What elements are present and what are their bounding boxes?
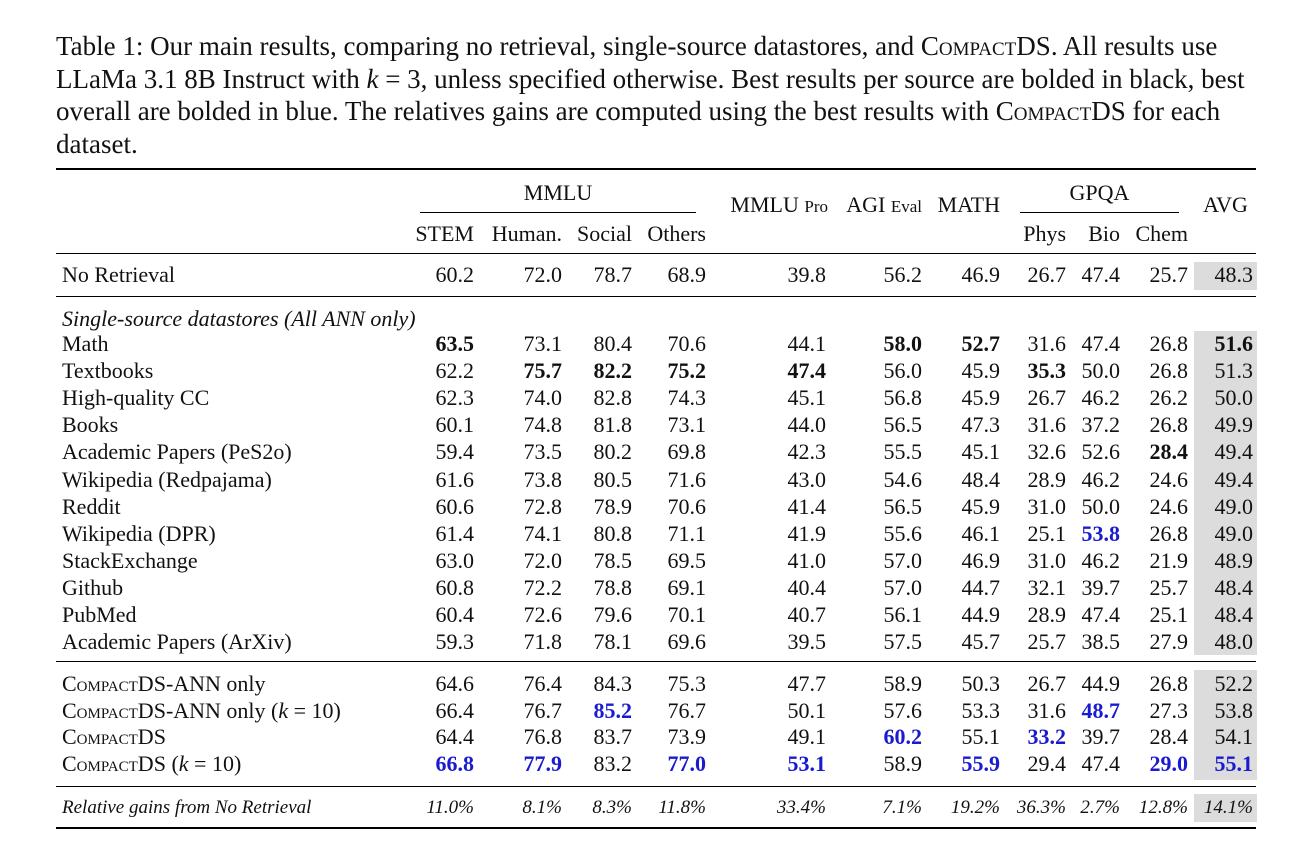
cell-single-source-bio: 50.0 xyxy=(1081,494,1120,519)
cell-single-source-agi-eval: 54.6 xyxy=(883,467,922,492)
no-retrieval-rule xyxy=(56,296,1256,297)
cell-single-source-bio: 47.4 xyxy=(1081,331,1120,356)
cell-single-source-chem: 26.2 xyxy=(1149,385,1188,410)
cell-single-source-math: 45.9 xyxy=(961,494,1000,519)
row-label-compactds: CompactDS (k = 10) xyxy=(62,751,242,776)
cell-single-source-bio: 37.2 xyxy=(1081,412,1120,437)
cell-single-source-social: 78.9 xyxy=(593,494,632,519)
cell-single-source-humanities: 75.7 xyxy=(523,358,562,383)
subheader-phys: Phys xyxy=(1023,221,1066,246)
cell-compactds-social: 83.2 xyxy=(593,751,632,776)
cell-compactds-phys: 33.2 xyxy=(1027,724,1066,749)
cell-single-source-math: 45.9 xyxy=(961,385,1000,410)
cell-single-source-stem: 59.3 xyxy=(435,629,474,654)
cell-single-source-social: 78.1 xyxy=(593,629,632,654)
cell-single-source-phys: 28.9 xyxy=(1027,467,1066,492)
cell-single-source-stem: 61.4 xyxy=(435,521,474,546)
cell-single-source-humanities: 72.2 xyxy=(523,575,562,600)
cell-single-source-others: 70.6 xyxy=(667,494,706,519)
cell-single-source-social: 80.8 xyxy=(593,521,632,546)
row-label-compactds: CompactDS-ANN only xyxy=(62,671,266,696)
cell-single-source-social: 80.4 xyxy=(593,331,632,356)
cell-single-source-agi-eval: 56.1 xyxy=(883,602,922,627)
cell-single-source-others: 74.3 xyxy=(667,385,706,410)
cell-compactds-math: 50.3 xyxy=(961,671,1000,696)
cell-single-source-social: 82.8 xyxy=(593,385,632,410)
cell-single-source-bio: 53.8 xyxy=(1081,521,1120,546)
cell-no-retrieval-math: 46.9 xyxy=(961,262,1000,287)
cell-single-source-others: 71.1 xyxy=(667,521,706,546)
cell-single-source-others: 69.5 xyxy=(667,548,706,573)
cell-single-source-humanities: 72.0 xyxy=(523,548,562,573)
cell-single-source-social: 78.5 xyxy=(593,548,632,573)
cell-single-source-stem: 60.4 xyxy=(435,602,474,627)
cell-compactds-bio: 44.9 xyxy=(1081,671,1120,696)
cell-single-source-math: 45.7 xyxy=(961,629,1000,654)
cell-single-source-avg: 48.0 xyxy=(1214,629,1253,654)
cell-single-source-avg: 48.9 xyxy=(1214,548,1253,573)
row-label-single-source: StackExchange xyxy=(62,548,198,573)
cell-single-source-bio: 47.4 xyxy=(1081,602,1120,627)
cell-compactds-bio: 48.7 xyxy=(1081,698,1120,723)
cell-single-source-chem: 26.8 xyxy=(1149,358,1188,383)
row-label-single-source: Wikipedia (Redpajama) xyxy=(62,467,272,492)
cell-single-source-agi-eval: 56.5 xyxy=(883,412,922,437)
cell-single-source-stem: 60.8 xyxy=(435,575,474,600)
cell-single-source-agi-eval: 55.5 xyxy=(883,439,922,464)
cell-no-retrieval-mmlu-pro: 39.8 xyxy=(787,262,826,287)
cell-single-source-phys: 28.9 xyxy=(1027,602,1066,627)
cell-single-source-humanities: 74.0 xyxy=(523,385,562,410)
cell-single-source-humanities: 72.6 xyxy=(523,602,562,627)
cell-no-retrieval-humanities: 72.0 xyxy=(523,262,562,287)
cell-single-source-bio: 46.2 xyxy=(1081,548,1120,573)
cell-compactds-phys: 31.6 xyxy=(1027,698,1066,723)
cell-compactds-avg: 55.1 xyxy=(1214,751,1253,776)
cell-single-source-stem: 62.3 xyxy=(435,385,474,410)
cell-compactds-social: 83.7 xyxy=(593,724,632,749)
gpqa-group-rule xyxy=(1020,212,1179,213)
cell-compactds-bio: 47.4 xyxy=(1081,751,1120,776)
cell-no-retrieval-bio: 47.4 xyxy=(1081,262,1120,287)
cell-single-source-humanities: 73.8 xyxy=(523,467,562,492)
cell-single-source-stem: 62.2 xyxy=(435,358,474,383)
cell-single-source-avg: 50.0 xyxy=(1214,385,1253,410)
row-label-single-source: Academic Papers (ArXiv) xyxy=(62,629,292,654)
cell-compactds-others: 76.7 xyxy=(667,698,706,723)
cell-single-source-others: 70.1 xyxy=(667,602,706,627)
cell-single-source-agi-eval: 58.0 xyxy=(883,331,922,356)
cell-gain-others: 11.8% xyxy=(658,797,706,818)
cell-single-source-chem: 25.7 xyxy=(1149,575,1188,600)
cell-compactds-bio: 39.7 xyxy=(1081,724,1120,749)
cell-gain-math: 19.2% xyxy=(950,797,1000,818)
cell-gain-stem: 11.0% xyxy=(426,797,474,818)
cell-single-source-avg: 51.3 xyxy=(1214,358,1253,383)
cell-single-source-social: 79.6 xyxy=(593,602,632,627)
cell-single-source-mmlu-pro: 44.0 xyxy=(787,412,826,437)
cell-single-source-agi-eval: 57.0 xyxy=(883,575,922,600)
subheader-others: Others xyxy=(647,221,706,246)
row-label-single-source: Reddit xyxy=(62,494,121,519)
cell-compactds-humanities: 76.7 xyxy=(523,698,562,723)
cell-single-source-chem: 24.6 xyxy=(1149,467,1188,492)
header-mmlu: MMLU xyxy=(523,180,593,205)
cell-compactds-math: 55.9 xyxy=(961,751,1000,776)
cell-single-source-mmlu-pro: 43.0 xyxy=(787,467,826,492)
cell-compactds-mmlu-pro: 50.1 xyxy=(787,698,826,723)
row-label-single-source: Math xyxy=(62,331,109,356)
header-agi-eval: AGI Eval xyxy=(846,192,922,217)
cell-single-source-others: 71.6 xyxy=(667,467,706,492)
cell-single-source-social: 78.8 xyxy=(593,575,632,600)
cell-gain-humanities: 8.1% xyxy=(522,797,562,818)
row-label-single-source: Books xyxy=(62,412,119,437)
cell-compactds-phys: 29.4 xyxy=(1027,751,1066,776)
cell-single-source-mmlu-pro: 44.1 xyxy=(787,331,826,356)
cell-single-source-math: 44.7 xyxy=(961,575,1000,600)
cell-single-source-others: 75.2 xyxy=(667,358,706,383)
cell-gain-phys: 36.3% xyxy=(1016,797,1066,818)
cell-single-source-avg: 51.6 xyxy=(1214,331,1253,356)
cell-single-source-chem: 28.4 xyxy=(1149,439,1188,464)
cell-compactds-stem: 66.8 xyxy=(435,751,474,776)
bottom-rule xyxy=(56,827,1256,829)
row-label-no-retrieval: No Retrieval xyxy=(62,262,176,287)
cell-single-source-mmlu-pro: 45.1 xyxy=(787,385,826,410)
cell-compactds-social: 85.2 xyxy=(593,698,632,723)
cell-single-source-humanities: 72.8 xyxy=(523,494,562,519)
cell-single-source-math: 45.1 xyxy=(961,439,1000,464)
row-label-single-source: Github xyxy=(62,575,124,600)
cell-single-source-agi-eval: 57.0 xyxy=(883,548,922,573)
cell-single-source-agi-eval: 57.5 xyxy=(883,629,922,654)
cell-single-source-phys: 25.1 xyxy=(1027,521,1066,546)
section-title-single-source: Single-source datastores (All ANN only) xyxy=(62,306,416,331)
cell-single-source-stem: 63.0 xyxy=(435,548,474,573)
cell-gain-avg: 14.1% xyxy=(1203,797,1253,818)
cell-single-source-math: 52.7 xyxy=(961,331,1000,356)
subheader-bio: Bio xyxy=(1088,221,1120,246)
cell-single-source-others: 69.1 xyxy=(667,575,706,600)
row-label-compactds: CompactDS-ANN only (k = 10) xyxy=(62,698,341,723)
cell-gain-social: 8.3% xyxy=(592,797,632,818)
header-mmlu-pro: MMLU Pro xyxy=(730,192,828,217)
cell-no-retrieval-social: 78.7 xyxy=(593,262,632,287)
cell-compactds-others: 77.0 xyxy=(667,751,706,776)
top-rule xyxy=(56,168,1256,170)
row-label-single-source: Academic Papers (PeS2o) xyxy=(62,439,292,464)
cell-single-source-humanities: 73.5 xyxy=(523,439,562,464)
cell-single-source-mmlu-pro: 47.4 xyxy=(787,358,826,383)
cell-compactds-phys: 26.7 xyxy=(1027,671,1066,696)
cell-no-retrieval-chem: 25.7 xyxy=(1149,262,1188,287)
cell-single-source-chem: 26.8 xyxy=(1149,331,1188,356)
cell-single-source-agi-eval: 55.6 xyxy=(883,521,922,546)
cell-single-source-avg: 48.4 xyxy=(1214,602,1253,627)
cell-single-source-phys: 31.0 xyxy=(1027,548,1066,573)
header-rule xyxy=(56,253,1256,254)
cell-single-source-others: 69.6 xyxy=(667,629,706,654)
cell-single-source-others: 73.1 xyxy=(667,412,706,437)
cell-gain-mmlu-pro: 33.4% xyxy=(776,797,826,818)
cell-compactds-chem: 27.3 xyxy=(1149,698,1188,723)
row-label-single-source: PubMed xyxy=(62,602,137,627)
cell-single-source-stem: 59.4 xyxy=(435,439,474,464)
cell-single-source-phys: 32.6 xyxy=(1027,439,1066,464)
cell-single-source-mmlu-pro: 42.3 xyxy=(787,439,826,464)
cell-single-source-math: 46.1 xyxy=(961,521,1000,546)
cell-single-source-humanities: 74.1 xyxy=(523,521,562,546)
cell-single-source-bio: 46.2 xyxy=(1081,385,1120,410)
cell-compactds-humanities: 77.9 xyxy=(523,751,562,776)
cell-single-source-chem: 26.8 xyxy=(1149,412,1188,437)
subheader-stem: STEM xyxy=(415,221,474,246)
cell-compactds-agi-eval: 57.6 xyxy=(883,698,922,723)
cell-single-source-avg: 48.4 xyxy=(1214,575,1253,600)
row-label-single-source: Wikipedia (DPR) xyxy=(62,521,216,546)
cell-compactds-math: 53.3 xyxy=(961,698,1000,723)
mmlu-group-rule xyxy=(420,212,696,213)
cell-compactds-mmlu-pro: 49.1 xyxy=(787,724,826,749)
cell-compactds-avg: 52.2 xyxy=(1214,671,1253,696)
cell-single-source-avg: 49.0 xyxy=(1214,494,1253,519)
cell-single-source-social: 80.5 xyxy=(593,467,632,492)
cell-compactds-avg: 53.8 xyxy=(1214,698,1253,723)
cell-single-source-stem: 60.1 xyxy=(435,412,474,437)
cell-no-retrieval-others: 68.9 xyxy=(667,262,706,287)
cell-single-source-mmlu-pro: 39.5 xyxy=(787,629,826,654)
cell-single-source-agi-eval: 56.5 xyxy=(883,494,922,519)
cell-single-source-agi-eval: 56.8 xyxy=(883,385,922,410)
header-math: MATH xyxy=(937,192,1000,217)
cell-single-source-humanities: 73.1 xyxy=(523,331,562,356)
header-avg: AVG xyxy=(1203,192,1248,217)
cell-single-source-stem: 63.5 xyxy=(435,331,474,356)
cell-no-retrieval-stem: 60.2 xyxy=(435,262,474,287)
row-label-single-source: High-quality CC xyxy=(62,385,210,410)
cell-compactds-chem: 29.0 xyxy=(1149,751,1188,776)
cell-compactds-humanities: 76.4 xyxy=(523,671,562,696)
cell-single-source-math: 44.9 xyxy=(961,602,1000,627)
cell-single-source-bio: 39.7 xyxy=(1081,575,1120,600)
cell-compactds-math: 55.1 xyxy=(961,724,1000,749)
cell-single-source-stem: 60.6 xyxy=(435,494,474,519)
cell-compactds-others: 73.9 xyxy=(667,724,706,749)
cell-compactds-agi-eval: 58.9 xyxy=(883,751,922,776)
cell-single-source-mmlu-pro: 41.4 xyxy=(787,494,826,519)
cell-compactds-mmlu-pro: 53.1 xyxy=(787,751,826,776)
cell-compactds-chem: 26.8 xyxy=(1149,671,1188,696)
table-caption: Table 1: Our main results, comparing no retrieval, single-source datastores, and CompactDS. All results use LLaMa 3.1 8B Instruct with k = 3, unless specified otherwise. Best results per source are bolded in black, best overall are bolded in blue. The relatives gains are computed using the best results with CompactDS for each dataset. xyxy=(56,31,1245,159)
single-source-rule xyxy=(56,661,1256,662)
cell-single-source-stem: 61.6 xyxy=(435,467,474,492)
cell-single-source-humanities: 71.8 xyxy=(523,629,562,654)
cell-compactds-mmlu-pro: 47.7 xyxy=(787,671,826,696)
cell-single-source-others: 69.8 xyxy=(667,439,706,464)
cell-single-source-mmlu-pro: 41.0 xyxy=(787,548,826,573)
row-label-single-source: Textbooks xyxy=(62,358,154,383)
subheader-human: Human. xyxy=(491,221,562,246)
cell-single-source-others: 70.6 xyxy=(667,331,706,356)
cell-single-source-math: 48.4 xyxy=(961,467,1000,492)
cell-single-source-phys: 35.3 xyxy=(1027,358,1066,383)
cell-single-source-social: 80.2 xyxy=(593,439,632,464)
cell-compactds-stem: 64.4 xyxy=(435,724,474,749)
cell-single-source-chem: 27.9 xyxy=(1149,629,1188,654)
cell-compactds-stem: 66.4 xyxy=(435,698,474,723)
cell-gain-bio: 2.7% xyxy=(1080,797,1120,818)
cell-compactds-others: 75.3 xyxy=(667,671,706,696)
cell-single-source-bio: 50.0 xyxy=(1081,358,1120,383)
cell-single-source-math: 46.9 xyxy=(961,548,1000,573)
cell-compactds-agi-eval: 60.2 xyxy=(883,724,922,749)
cell-single-source-chem: 26.8 xyxy=(1149,521,1188,546)
cell-single-source-social: 81.8 xyxy=(593,412,632,437)
subheader-social: Social xyxy=(577,221,632,246)
cell-single-source-phys: 26.7 xyxy=(1027,385,1066,410)
cell-single-source-phys: 31.6 xyxy=(1027,412,1066,437)
cell-single-source-social: 82.2 xyxy=(593,358,632,383)
cell-single-source-avg: 49.0 xyxy=(1214,521,1253,546)
cell-single-source-avg: 49.9 xyxy=(1214,412,1253,437)
cell-single-source-humanities: 74.8 xyxy=(523,412,562,437)
header-gpqa: GPQA xyxy=(1069,180,1130,205)
cell-single-source-mmlu-pro: 40.7 xyxy=(787,602,826,627)
cell-compactds-stem: 64.6 xyxy=(435,671,474,696)
cell-gain-agi-eval: 7.1% xyxy=(882,797,922,818)
cell-single-source-bio: 46.2 xyxy=(1081,467,1120,492)
cell-single-source-math: 45.9 xyxy=(961,358,1000,383)
cell-compactds-humanities: 76.8 xyxy=(523,724,562,749)
cell-single-source-mmlu-pro: 40.4 xyxy=(787,575,826,600)
cell-single-source-agi-eval: 56.0 xyxy=(883,358,922,383)
cell-single-source-avg: 49.4 xyxy=(1214,439,1253,464)
compact-rule xyxy=(56,786,1256,787)
cell-single-source-mmlu-pro: 41.9 xyxy=(787,521,826,546)
cell-compactds-social: 84.3 xyxy=(593,671,632,696)
cell-single-source-avg: 49.4 xyxy=(1214,467,1253,492)
row-label-relative-gains: Relative gains from No Retrieval xyxy=(62,797,312,818)
cell-single-source-bio: 38.5 xyxy=(1081,629,1120,654)
cell-compactds-agi-eval: 58.9 xyxy=(883,671,922,696)
cell-compactds-chem: 28.4 xyxy=(1149,724,1188,749)
subheader-chem: Chem xyxy=(1135,221,1188,246)
cell-no-retrieval-agi-eval: 56.2 xyxy=(883,262,922,287)
cell-single-source-bio: 52.6 xyxy=(1081,439,1120,464)
cell-single-source-phys: 31.6 xyxy=(1027,331,1066,356)
cell-single-source-phys: 25.7 xyxy=(1027,629,1066,654)
cell-single-source-phys: 32.1 xyxy=(1027,575,1066,600)
cell-no-retrieval-phys: 26.7 xyxy=(1027,262,1066,287)
cell-compactds-avg: 54.1 xyxy=(1214,724,1253,749)
cell-single-source-chem: 21.9 xyxy=(1149,548,1188,573)
cell-gain-chem: 12.8% xyxy=(1138,797,1188,818)
cell-no-retrieval-avg: 48.3 xyxy=(1214,262,1253,287)
cell-single-source-chem: 24.6 xyxy=(1149,494,1188,519)
row-label-compactds: CompactDS xyxy=(62,724,166,749)
cell-single-source-chem: 25.1 xyxy=(1149,602,1188,627)
cell-single-source-math: 47.3 xyxy=(961,412,1000,437)
cell-single-source-phys: 31.0 xyxy=(1027,494,1066,519)
